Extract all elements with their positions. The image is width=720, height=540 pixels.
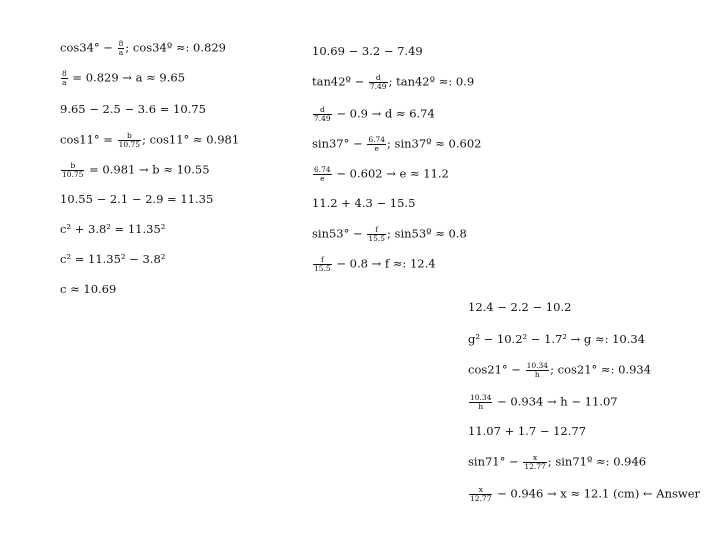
equation-line: 12.4 − 2.2 − 10.2 [468,300,572,314]
fraction-denominator: 10.75 [62,170,84,179]
equation-line [468,454,646,471]
equation-line [60,70,185,87]
equation-line [312,74,474,91]
fraction [367,136,386,153]
equation-line [312,256,436,273]
equation-text: − 0.946 → x ≈ 12.1 (cm) ← Answer [493,486,701,501]
equation-text: ; tan42º ≈: 0.9 [388,74,475,89]
equation-line [312,136,481,153]
fraction-numerator: b [118,132,141,141]
equation-text: − 0.934 → h − 11.07 [493,394,618,409]
equation-text: − 0.9 → d ≈ 6.74 [332,106,435,121]
fraction-numerator: d [313,106,332,115]
fraction [313,166,332,183]
fraction-numerator: 10.34 [526,361,549,370]
fraction-numerator: x [469,486,492,495]
fraction-denominator: 15.5 [368,234,386,243]
fraction-numerator: d [369,74,388,83]
fraction [313,256,332,273]
fraction-denominator: a [62,78,67,87]
equation-line [468,362,651,379]
equation-text: − 0.602 → e ≈ 11.2 [332,166,449,181]
equation-line [312,106,435,123]
equation-line: 11.2 + 4.3 − 15.5 [312,196,416,210]
fraction-denominator: e [320,174,325,183]
fraction [369,74,388,91]
equation-text: cos21° − [468,362,525,377]
equation-line: c² = 11.35² − 3.8² [60,252,166,266]
equation-line: 10.55 − 2.1 − 2.9 = 11.35 [60,192,214,206]
fraction-denominator: 15.5 [314,264,331,273]
fraction-denominator: 10.75 [118,140,141,149]
fraction-denominator: h [534,370,540,379]
fraction [118,40,125,57]
equation-text: ; sin37º ≈ 0.602 [387,136,482,151]
equation-line: 10.69 − 3.2 − 7.49 [312,44,423,58]
fraction-denominator: 12.77 [524,462,546,471]
equation-line [60,132,239,149]
fraction-numerator: b [61,162,84,171]
equation-text: sin71° − [468,454,523,469]
equation-line: c ≈ 10.69 [60,282,117,296]
fraction [469,394,492,411]
fraction-numerator: 8 [62,69,67,78]
fraction-numerator: x [523,454,546,463]
fraction [469,486,492,503]
equation-line: g² − 10.2² − 1.7² → g ≈: 10.34 [468,332,646,346]
equation-line: 9.65 − 2.5 − 3.6 = 10.75 [60,102,206,116]
equation-text: cos11° = [60,132,117,147]
fraction-denominator: a [118,48,124,57]
equation-text: ; cos11° ≈ 0.981 [142,132,240,147]
equation-line [312,166,449,183]
fraction [313,106,332,123]
equation-text: ; sin53º ≈ 0.8 [387,226,467,241]
fraction [523,454,546,471]
equation-line: c² + 3.8² = 11.35² [60,222,166,236]
equation-text: = 0.829 → a ≈ 9.65 [68,70,186,85]
fraction-denominator: 12.77 [470,494,492,503]
fraction [118,132,141,149]
equation-text: cos34° − [60,40,117,55]
fraction-numerator: 10.34 [470,393,492,402]
fraction [367,226,386,243]
equation-text: = 0.981 → b ≈ 10.55 [85,162,210,177]
fraction [61,70,68,87]
equation-text: tan42º − [312,74,368,89]
fraction-numerator: f [313,256,332,265]
equation-line: 11.07 + 1.7 − 12.77 [468,424,587,438]
fraction [61,162,84,179]
fraction-numerator: 6.74 [368,135,386,144]
equation-text: sin53° − [312,226,367,241]
equation-text: ; cos34º ≈: 0.829 [125,40,226,55]
equation-text: sin37° − [312,136,367,151]
equation-text: − 0.8 → f ≈: 12.4 [332,256,436,271]
equation-line [312,226,467,243]
fraction [526,362,549,379]
equation-line [468,486,700,503]
fraction-denominator: e [374,144,379,153]
equation-line [60,40,226,57]
equation-text: ; sin71º ≈: 0.946 [547,454,647,469]
fraction-denominator: 7.49 [314,114,331,123]
fraction-denominator: h [478,402,484,411]
equation-line [60,162,210,179]
fraction-numerator: f [367,226,386,235]
fraction-numerator: 8 [118,39,124,48]
fraction-numerator: 6.74 [314,165,331,174]
equation-text: ; cos21° ≈: 0.934 [550,362,652,377]
equation-line [468,394,618,411]
fraction-denominator: 7.49 [369,82,387,91]
